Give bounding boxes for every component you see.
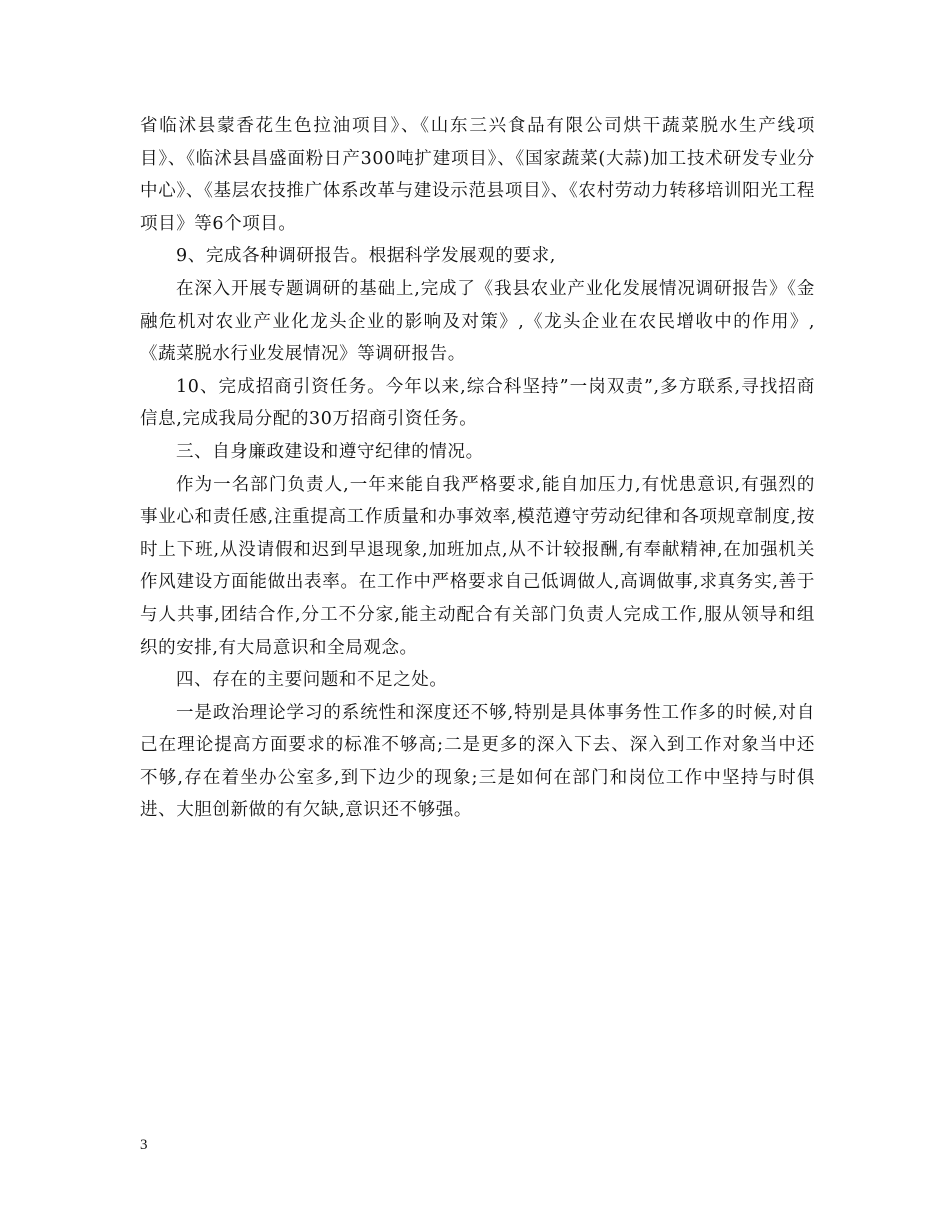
section-heading-problems: 四、存在的主要问题和不足之处。 — [176, 670, 448, 691]
paragraph-integrity-discipline: 作为一名部门负责人,一年来能自我严格要求,能自加压力,有忧患意识,有强烈的事业心和责任感,注重提高工作质量和办事效率,模范遵守劳动纪律和各项规章制度,按时上下班,从没请假和迟到早退现象,加班加点,从不计较报酬,有奉献精神,在加强机关作风建设方面能做出表率。在工作中严格要求自己低调做人,高调做事,求真务实,善于与人共事,团结合作,分工不分家,能主动配合有关部门负责人完成工作,服从领导和组织的安排,有大局意识和全局观念。 — [140, 474, 815, 658]
document-body — [140, 110, 815, 827]
page-number: 3 — [140, 1137, 148, 1153]
paragraph-project-list-continued: 省临沭县蒙香花生色拉油项目》、《山东三兴食品有限公司烘干蔬菜脱水生产线项目》、《临沭县昌盛面粉日产300吨扩建项目》、《国家蔬菜(大蒜)加工技术研发专业分中心》、《基层农技推广体系改革与建设示范县项目》、《农村劳动力转移培训阳光工程项目》等6个项目。 — [140, 116, 815, 234]
paragraph-problems: 一是政治理论学习的系统性和深度还不够,特别是具体事务性工作多的时候,对自己在理论提高方面要求的标准不够高;二是更多的深入下去、深入到工作对象当中还不够,存在着坐办公室多,到下边少的现象;三是如何在部门和岗位工作中坚持与时俱进、大胆创新做的有欠缺,意识还不够强。 — [140, 702, 815, 821]
paragraph-item-10-investment: 10、完成招商引资任务。今年以来,综合科坚持”一岗双责”,多方联系,寻找招商信息,完成我局分配的30万招商引资任务。 — [140, 376, 815, 430]
section-heading-integrity-discipline: 三、自身廉政建设和遵守纪律的情况。 — [176, 441, 484, 462]
paragraph-research-reports: 在深入开展专题调研的基础上,完成了《我县农业产业化发展情况调研报告》《金融危机对农业产业化龙头企业的影响及对策》,《龙头企业在农民增收中的作用》,《蔬菜脱水行业发展情况》等调研报告。 — [140, 278, 815, 365]
paragraph-item-9-heading: 9、完成各种调研报告。根据科学发展观的要求, — [176, 246, 556, 267]
